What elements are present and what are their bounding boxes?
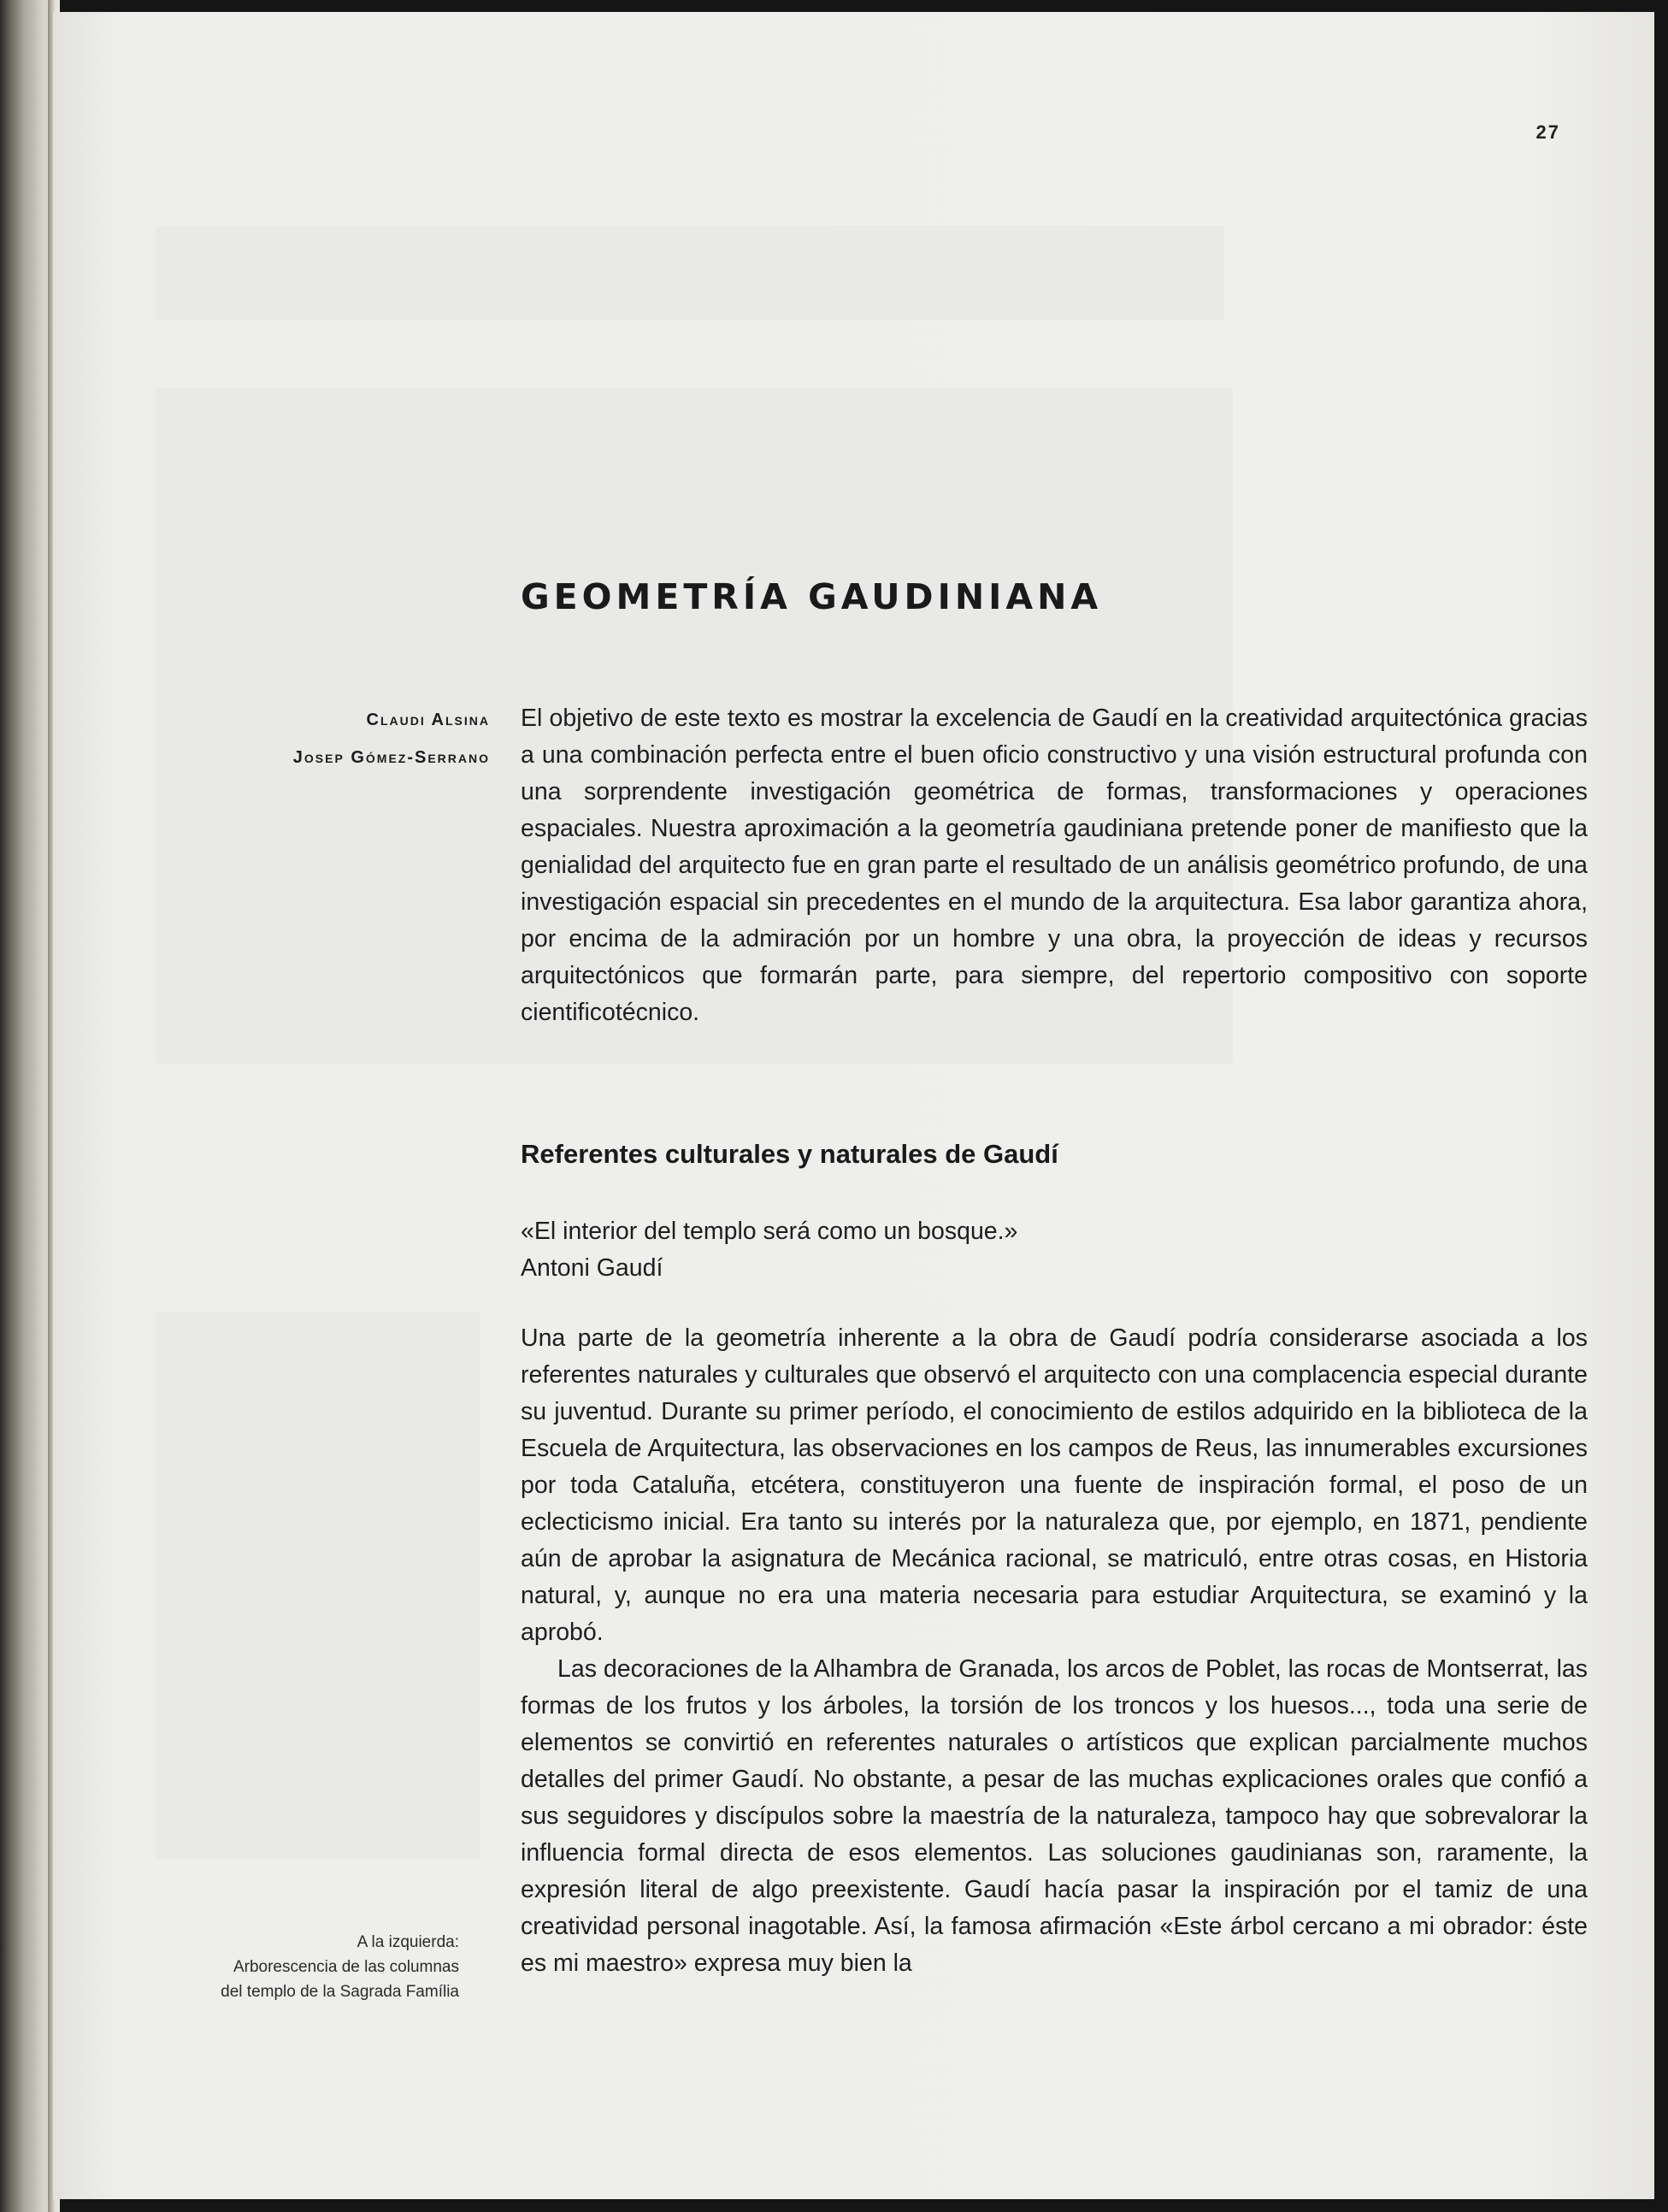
caption-line: A la izquierda:	[357, 1933, 459, 1951]
body-paragraph: Las decoraciones de la Alhambra de Granada, los arcos de Poblet, las rocas de Montserrat, las formas de los frutos y los árboles, la torsión de los troncos y los huesos..., toda una serie de elementos se convirtió en referentes naturales o artísticos que explican parcialmente muchos detalles del primer Gaudí. No obstante, a pesar de las muchas explicaciones orales que confió a sus seguidores y discípulos sobre la maestría de la naturaleza, tampoco hay que sobrevalorar la influencia formal directa de esos elementos. Las soluciones gaudinianas son, raramente, la expresión literal de algo preexistente. Gaudí hacía pasar la inspiración por el tamiz de una creatividad personal inagotable. Así, la famosa afirmación «Este árbol cercano a mi obrador: éste es mi maestro» expresa muy bien la	[521, 1655, 1588, 1977]
body-text	[521, 1320, 1588, 1982]
epigraph-text: «El interior del templo será como un bosque.»	[521, 1218, 1018, 1245]
epigraph	[521, 1213, 1017, 1287]
author-name: Josep Gómez-Serrano	[292, 748, 490, 767]
author-name: Claudi Alsina	[366, 711, 490, 729]
body-paragraph: Una parte de la geometría inherente a la obra de Gaudí podría considerarse asociada a los referentes naturales y culturales que observó el arquitecto con una complacencia especial durante su juventud. Durante su primer período, el conocimiento de estilos adquirido en la biblioteca de la Escuela de Arquitectura, las observaciones en los campos de Reus, las innumerables excursiones por toda Cataluña, etcétera, constituyeron una fuente de inspiración formal, el poso de un eclecticismo inicial. Era tanto su interés por la naturaleza que, por ejemplo, en 1871, pendiente aún de aprobar la asignatura de Mecánica racional, se matriculó, entre otras cosas, en Historia natural, y, aunque no era una materia necesaria para estudiar Arquitectura, se examinó y la aprobó.	[521, 1324, 1588, 1646]
intro-text: El objetivo de este texto es mostrar la excelencia de Gaudí en la creatividad arquitectónica gracias a una combinación perfecta entre el buen oficio constructivo y una visión estructural profunda con una sorprendente investigación geométrica de formas, transformaciones y operaciones espaciales. Nuestra aproximación a la geometría gaudiniana pretende poner de manifiesto que la genialidad del arquitecto fue en gran parte el resultado de un análisis geométrico profundo, de una investigación espacial sin precedentes en el mundo de la arquitectura. Esa labor garantiza ahora, por encima de la admiración por un hombre y una obra, la proyección de ideas y recursos arquitectónicos que formarán parte, para siempre, del repertorio compositivo con soporte cientificotécnico.	[521, 705, 1588, 1026]
epigraph-attribution: Antoni Gaudí	[521, 1254, 663, 1282]
page-number: 27	[1535, 121, 1560, 143]
author-list	[293, 701, 490, 776]
page	[53, 12, 1654, 2199]
show-through-text	[156, 226, 1224, 320]
show-through-text-left	[156, 1312, 480, 1859]
article-title: GEOMETRÍA GAUDINIANA	[521, 576, 1103, 617]
section-heading: Referentes culturales y naturales de Gaudí	[521, 1139, 1058, 1169]
caption-line: del templo de la Sagrada Família	[221, 1983, 459, 2001]
intro-paragraph	[521, 700, 1588, 1031]
image-caption	[221, 1930, 459, 2004]
caption-line: Arborescencia de las columnas	[233, 1958, 459, 1976]
